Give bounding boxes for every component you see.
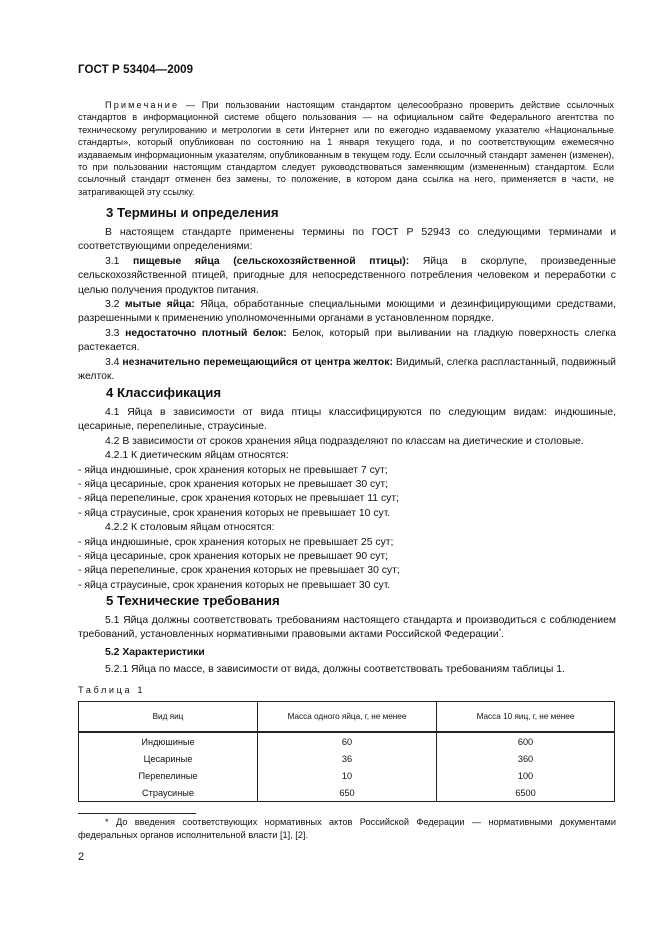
note-label: Примечание (105, 100, 180, 110)
table-cell: 360 (437, 750, 615, 767)
para-5-1 (78, 614, 616, 643)
para-5-2: 5.2 Характеристики (105, 646, 205, 658)
term-definition: Белок, который при выливании на гладкую поверхность слегка растекается. (78, 327, 616, 354)
term-3-1 (78, 255, 616, 298)
term-name: незначительно перемещающийся от центра желток: (122, 356, 393, 368)
section-5-body (78, 614, 616, 678)
footnote-marker: * (498, 628, 502, 636)
footnote-text: * До введения соответствующих нормативных актов Российской Федерации — нормативными документами федеральных органов исполнительной власти [1], [2]. (78, 817, 616, 840)
table-cell: 10 (258, 767, 437, 784)
table-header-cell: Масса одного яйца, г, не менее (258, 702, 437, 733)
list-item: - яйца перепелиные, срок хранения которых не превышает 11 сут; (78, 493, 399, 505)
footnote-rule (78, 813, 196, 814)
table-row (79, 767, 615, 784)
term-definition: Яйца в скорлупе, произведенные сельскохозяйственной птицей, пригодные для непосредственного потребления человеком и переработки с целью получения продуктов питания. (78, 255, 616, 296)
table-cell: Индюшиные (79, 732, 258, 750)
running-header: ГОСТ Р 53404—2009 (78, 64, 194, 76)
section-3-body (78, 226, 616, 384)
term-number: 3.2 (105, 299, 125, 311)
term-definition: Яйца, обработанные специальными моющими и дезинфицирующими средствами, разрешенными к применению уполномоченными органами в установленном порядке. (78, 299, 616, 325)
term-definition: Видимый, слегка распластанный, подвижный желток. (78, 356, 616, 383)
table-cell: 600 (437, 732, 615, 750)
table-cell: Перепелиные (79, 767, 258, 784)
table-cell: Цесариные (79, 750, 258, 767)
table-cell: 36 (258, 750, 437, 767)
table-caption: Таблица 1 (78, 685, 146, 695)
para-5-2-1: 5.2.1 Яйца по массе, в зависимости от вида, должны соответствовать требованиям таблицы 1. (105, 664, 565, 676)
page-number: 2 (78, 851, 85, 863)
term-name: недостаточно плотный белок: (125, 327, 287, 339)
note-paragraph (78, 99, 614, 198)
table-cell: Страусиные (79, 784, 258, 802)
section-3-title: 3 Термины и определения (106, 205, 279, 220)
section-5-title: 5 Технические требования (106, 593, 280, 608)
table-cell: 60 (258, 732, 437, 750)
table-header-cell: Вид яиц (79, 702, 258, 733)
para-4-2-1: 4.2.1 К диетическим яйцам относятся: (105, 450, 289, 462)
term-3-4 (78, 356, 616, 385)
term-3-2 (78, 298, 616, 327)
term-name: пищевые яйца (сельскохозяйственной птицы): (133, 255, 410, 267)
footnote (78, 816, 616, 842)
table-cell: 650 (258, 784, 437, 802)
egg-mass-table (78, 701, 615, 802)
list-item: - яйца цесариные, срок хранения которых не превышает 90 сут; (78, 551, 389, 563)
table-row (79, 732, 615, 750)
para-4-2-2: 4.2.2 К столовым яйцам относятся: (105, 522, 275, 534)
term-number: 3.1 (105, 255, 134, 267)
list-item: - яйца страусиные, срок хранения которых не превышает 10 сут. (78, 507, 391, 519)
list-item: - яйца перепелиные, срок хранения которых не превышает 30 сут; (78, 565, 400, 577)
table-cell: 100 (437, 767, 615, 784)
para-end: . (501, 629, 505, 641)
section-4-title: 4 Классификация (106, 385, 222, 400)
para-4-2: 4.2 В зависимости от сроков хранения яйца подразделяют по классам на диетические и столовые. (105, 435, 584, 447)
list-item: - яйца индюшиные, срок хранения которых не превышает 25 сут; (78, 536, 394, 548)
table-row (79, 750, 615, 767)
section-3-intro: В настоящем стандарте применены термины по ГОСТ Р 52943 со следующими терминами и соответствующими определениями: (78, 227, 616, 253)
table-cell: 6500 (437, 784, 615, 802)
para-text: 5.1 Яйца должны соответствовать требованиям настоящего стандарта и производиться с соблюдением требований, установленных нормативными правовыми актами Российской Федерации (78, 615, 616, 641)
note-text: — При пользовании настоящим стандартом целесообразно проверить действие ссылочных стандартов в информационной системе общего пользования — на официальном сайте Федерального агентства по техническому регулированию и метрологии в сети Интернет или по ежегодно издаваемому указателю «Национальные стандарты», который опубликован по состоянию на 1 января текущего года, и по соответствующим ежемесячно издаваемым информационным указателям, опубликованным в текущем году. Если ссылочный стандарт заменен (изменен), то при пользовании настоящим стандартом следует руководствоваться заменяющим (измененным) стандартом. Если ссылочный стандарт отменен без замены, то положение, в котором дана ссылка на него, применяется в части, не затрагивающей эту ссылку. (78, 100, 614, 197)
term-3-3 (78, 327, 616, 356)
term-number: 3.4 (105, 356, 123, 368)
list-item: - яйца цесариные, срок хранения которых не превышает 30 сут; (78, 479, 389, 491)
para-4-1: 4.1 Яйца в зависимости от вида птицы классифицируются по следующим видам: индюшиные, цесариные, перепелиные, страусиные. (78, 407, 616, 433)
table-header-cell: Масса 10 яиц, г, не менее (437, 702, 615, 733)
note-block (78, 99, 614, 198)
term-name: мытые яйца: (124, 299, 195, 311)
table-row (79, 784, 615, 802)
term-number: 3.3 (105, 327, 126, 339)
list-item: - яйца страусиные, срок хранения которых не превышает 30 сут. (78, 579, 391, 591)
section-4-body (78, 406, 616, 593)
list-item: - яйца индюшиные, срок хранения которых не превышает 7 сут; (78, 464, 388, 476)
